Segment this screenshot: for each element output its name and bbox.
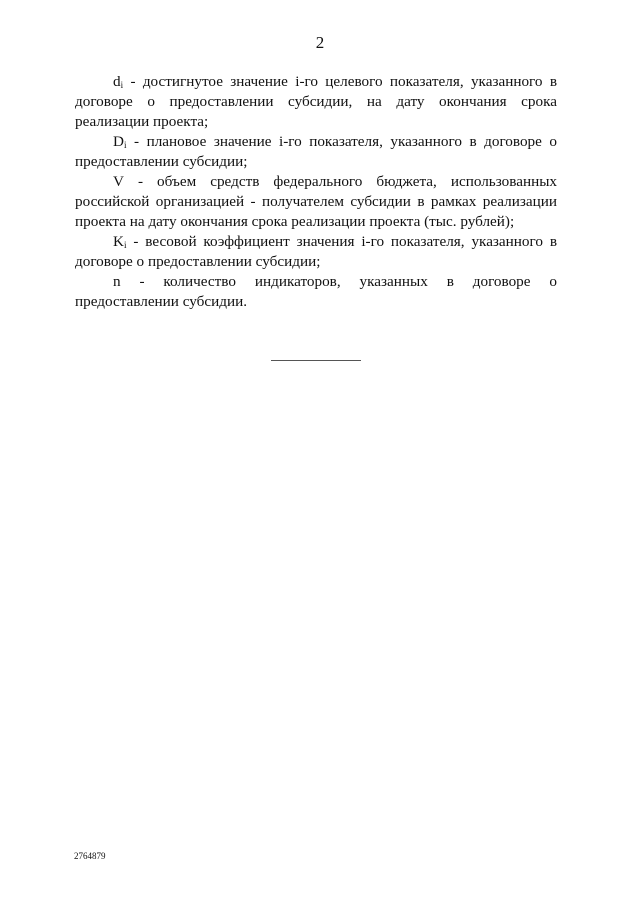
definition-d-i <box>75 72 557 132</box>
symbol: $K_i$ <box>113 233 127 250</box>
definition-text: - объем средств федерального бюджета, использованных российской организацией - получателем субсидии в рамках реализации проекта на дату окончания срока реализации проекта (тыс. рублей); <box>75 173 557 230</box>
definition-text: - достигнутое значение i-го целевого показателя, указанного в договоре о предоставлении субсидии, на дату окончания срока реализации проекта; <box>75 73 557 130</box>
symbol: $d_i$ <box>113 73 124 90</box>
symbol: V <box>113 173 124 190</box>
definition-V <box>75 172 557 232</box>
symbol: n <box>113 273 121 290</box>
symbol: $D_i$ <box>113 133 127 150</box>
document-code: 2764879 <box>74 851 106 861</box>
page-number: 2 <box>315 33 325 52</box>
definition-text: - количество индикаторов, указанных в договоре о предоставлении субсидии. <box>75 273 557 310</box>
definition-n <box>75 272 557 312</box>
definition-text: - плановое значение i-го показателя, указанного в договоре о предоставлении субсидии; <box>75 133 557 170</box>
definition-D-i <box>75 132 557 172</box>
definition-K-i <box>75 232 557 272</box>
definitions-list <box>75 72 557 312</box>
definition-text: - весовой коэффициент значения i-го показателя, указанного в договоре о предоставлении субсидии; <box>75 233 557 270</box>
end-separator-line <box>271 360 361 361</box>
